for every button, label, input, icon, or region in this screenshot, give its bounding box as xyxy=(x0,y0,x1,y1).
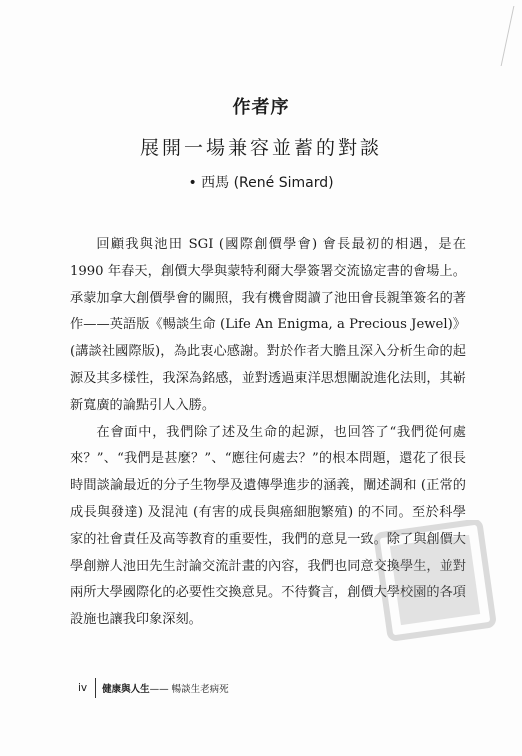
paragraph-1: 回顧我與池田 SGI (國際創價學會) 會長最初的相遇，是在 1990 年春天，創價大學與蒙特利爾大學簽署交流協定書的會場上。承蒙加拿大創價學會的關照，我有機會閱讀了池田會長親筆簽名的著作——英語版《暢談生命 (Life An Enigma, a Precious Jewel)》(講談社國際版)，為此衷心感謝。對於作者大膽且深入分析生命的起源及其多樣性，我深為銘感，並對透過東洋思想闡說進化法則，其嶄新寬廣的論點引人入勝。 xyxy=(70,237,466,413)
footer-divider xyxy=(95,678,96,698)
series-name: 健康與人生 xyxy=(102,684,150,695)
watermark-stamp-icon xyxy=(365,520,505,650)
author-line: • 西馬 (René Simard) xyxy=(188,175,334,191)
section-heading: 作者序 xyxy=(232,97,290,118)
series-subtitle: —— 暢談生老病死 xyxy=(149,684,229,695)
paragraph-2: 在會面中，我們除了述及生命的起源，也回答了“我們從何處來？”、“我們是甚麼？”、“應往何處去？”的根本問題，還花了很長時間談論最近的分子生物學及遺傳學進步的涵義，闡述調和 (正常的成長與發達) 及混沌 (有害的成長與癌細胞繁殖) 的不同。至於科學家的社會責任及高等教育的重要性，我們的意見一致。除了與創價大學創辦人池田先生討論交流計畫的內容，我們也同意交換學生，並對兩所大學國際化的必要性交換意見。不待贅言，創價大學校園的各項設施也讓我印象深刻。 xyxy=(70,424,466,628)
page-title: 展開一場兼容並蓄的對談 xyxy=(139,137,382,159)
page-number: iv xyxy=(78,682,88,694)
page-footer xyxy=(78,678,229,698)
page-corner-fold xyxy=(479,6,515,66)
